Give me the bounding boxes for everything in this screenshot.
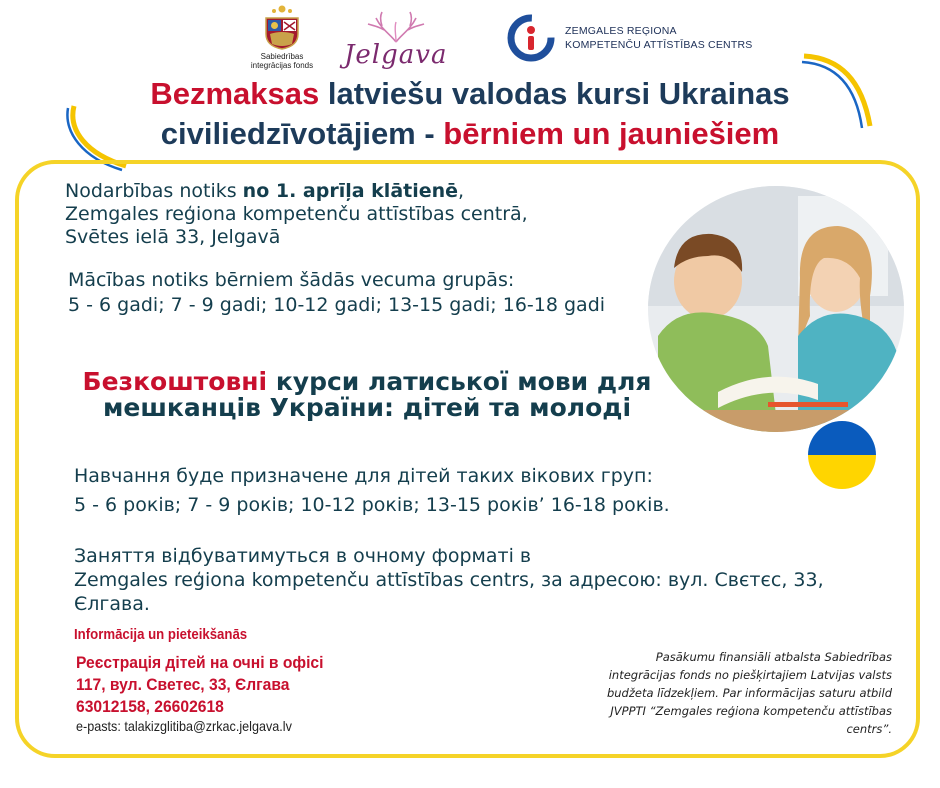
jelgava-wordmark: Jelgava [344, 40, 448, 70]
registration-info [76, 652, 323, 718]
zrkac-line1: ZEMGALES REĢIONA [565, 25, 677, 37]
ua-location-text [74, 544, 874, 616]
funding-disclaimer: Pasākumu finansiāli atbalsta Sabiedrības integrācijas fonds no piešķirtajiem Latvijas valsts budžeta līdzekļiem. Par informācijas saturu atbild JVPPTI “Zemgales reģiona kompetenču attīstības centrs”. [606, 650, 892, 736]
title-line-1 [60, 74, 880, 114]
title-line2-red: bērniem un jauniešiem [443, 116, 780, 151]
lv-age-groups-text [68, 268, 638, 318]
zrkac-emblem-icon [507, 14, 555, 62]
sif-caption: Sabiedrības integrācijas fonds [250, 52, 314, 70]
sif-logo [244, 4, 320, 70]
lv-p2-line2: 5 - 6 gadi; 7 - 9 gadi; 10-12 gadi; 13-15 gadi; 16-18 gadi [68, 294, 606, 316]
lv-p1-bold: no 1. aprīļa klātienē [242, 180, 459, 202]
ua-place-line2: Zemgales reģiona kompetenču attīstības centrs, за адресою: вул. Свєтєс, 33, Єлгава. [74, 569, 824, 615]
info-heading: Informācija un pieteikšanās [74, 626, 248, 643]
title-free-word: Bezmaksas [150, 76, 320, 111]
jelgava-logo [342, 10, 462, 70]
title-line2-dark: civiliedzīvotājiem - [160, 116, 444, 151]
lv-p1-line1 [65, 180, 635, 203]
page-title [60, 74, 880, 154]
phone-numbers[interactable]: 63012158, 26602618 [76, 697, 224, 716]
lv-p1-line3: Svētes ielā 33, Jelgavā [65, 226, 281, 248]
ua-place-line1: Заняття відбуватимуться в очному форматі в [74, 545, 532, 567]
zrkac-logo [505, 14, 765, 64]
antlers-icon [356, 10, 436, 44]
children-reading-photo [648, 186, 904, 432]
ua-title-rest: курси латиської мови для мешканців України: дітей та молоді [102, 367, 652, 422]
ua-age-groups-text [74, 462, 834, 520]
lv-p2-line1: Mācības notiks bērniem šādās vecuma grupās: [68, 269, 515, 291]
logo-row [0, 0, 940, 80]
ua-title [62, 369, 672, 421]
ua-ages-line1: Навчання буде призначене для дітей таких вікових груп: [74, 465, 653, 487]
ua-ages-line2: 5 - 6 років; 7 - 9 років; 10-12 років; 13-15 років’ 16-18 років. [74, 494, 670, 516]
reg-line2: 117, вул. Светес, 33, Єлгава [76, 675, 290, 694]
zrkac-line2: KOMPETENČU ATTĪSTĪBAS CENTRS [565, 39, 753, 51]
email-contact[interactable]: e-pasts: talakizglitiba@zrkac.jelgava.lv [76, 718, 292, 734]
lv-p1-a: Nodarbības notiks [65, 180, 243, 202]
title-line-2 [60, 114, 880, 154]
lv-p1-b: , [458, 180, 465, 202]
ua-title-red: Безкоштовні [82, 367, 268, 396]
lv-p1-line2: Zemgales reģiona kompetenču attīstības centrā, [65, 203, 528, 225]
latvian-coat-of-arms-icon [262, 4, 302, 50]
lv-schedule-text [65, 180, 635, 249]
reg-line1: Реєстрація дітей на очні в офісі [76, 653, 324, 672]
zrkac-text [565, 24, 752, 52]
title-line1-rest: latviešu valodas kursi Ukrainas [319, 76, 790, 111]
